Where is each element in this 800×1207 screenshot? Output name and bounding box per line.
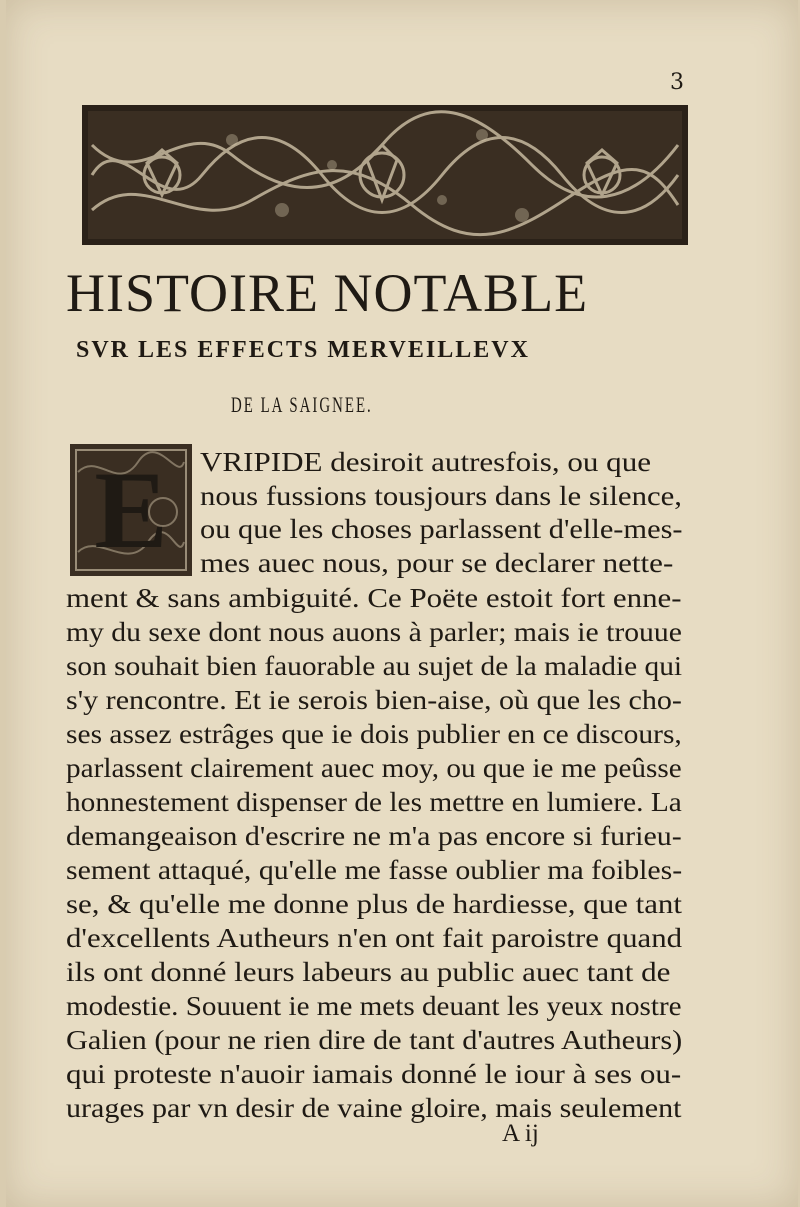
body-line: s'y rencontre. Et ie serois bien-aise, où que les cho-	[66, 685, 682, 715]
body-line: Galien (pour ne rien dire de tant d'autres Autheurs)	[66, 1025, 683, 1055]
drop-cap	[68, 442, 194, 578]
body-line: modestie. Souuent ie me mets deuant les yeux nostre	[66, 991, 682, 1021]
ornamental-headpiece	[82, 105, 688, 245]
body-line: ou que les choses parlassent d'elle-mes-	[200, 514, 683, 544]
body-line: se, & qu'elle me donne plus de hardiesse, que tant	[66, 889, 682, 919]
body-line: my du sexe dont nous auons à parler; mais ie trouue	[66, 617, 682, 647]
page-title: HISTOIRE NOTABLE	[66, 263, 589, 323]
body-line: demangeaison d'escrire ne m'a pas encore si furieu-	[66, 821, 682, 851]
signature-mark: A ij	[502, 1120, 539, 1147]
body-line: honnestement dispenser de les mettre en lumiere. La	[66, 787, 682, 817]
body-line: qui proteste n'auoir iamais donné le iour à ses ou-	[66, 1059, 682, 1089]
body-line: nous fussions tousjours dans le silence,	[200, 481, 682, 511]
body-line: ment & sans ambiguité. Ce Poëte estoit fort enne-	[66, 583, 682, 613]
page-number: 3	[670, 70, 684, 95]
book-page	[6, 0, 798, 1207]
body-line: parlassent clairement auec moy, ou que ie me peûsse	[66, 753, 682, 783]
drop-cap-letter: E	[94, 448, 168, 571]
subtitle: SVR LES EFFECTS MERVEILLEVX	[76, 337, 530, 363]
body-line: son souhait bien fauorable au sujet de la maladie qui	[66, 651, 683, 681]
body-line: ses assez estrâges que ie dois publier en ce discours,	[66, 719, 682, 749]
body-line: VRIPIDE desiroit autresfois, ou que	[200, 447, 652, 477]
body-line: ils ont donné leurs labeurs au public auec tant de	[66, 957, 671, 987]
body-line: sement attaqué, qu'elle me fasse oublier ma foibles-	[66, 855, 683, 885]
body-line: d'excellents Autheurs n'en ont fait paroistre quand	[66, 923, 683, 953]
subtitle-line-2: DE LA SAIGNEE.	[231, 392, 373, 417]
body-line: mes auec nous, pour se declarer nette-	[200, 548, 674, 578]
body-line: urages par vn desir de vaine gloire, mais seulement	[66, 1093, 682, 1123]
